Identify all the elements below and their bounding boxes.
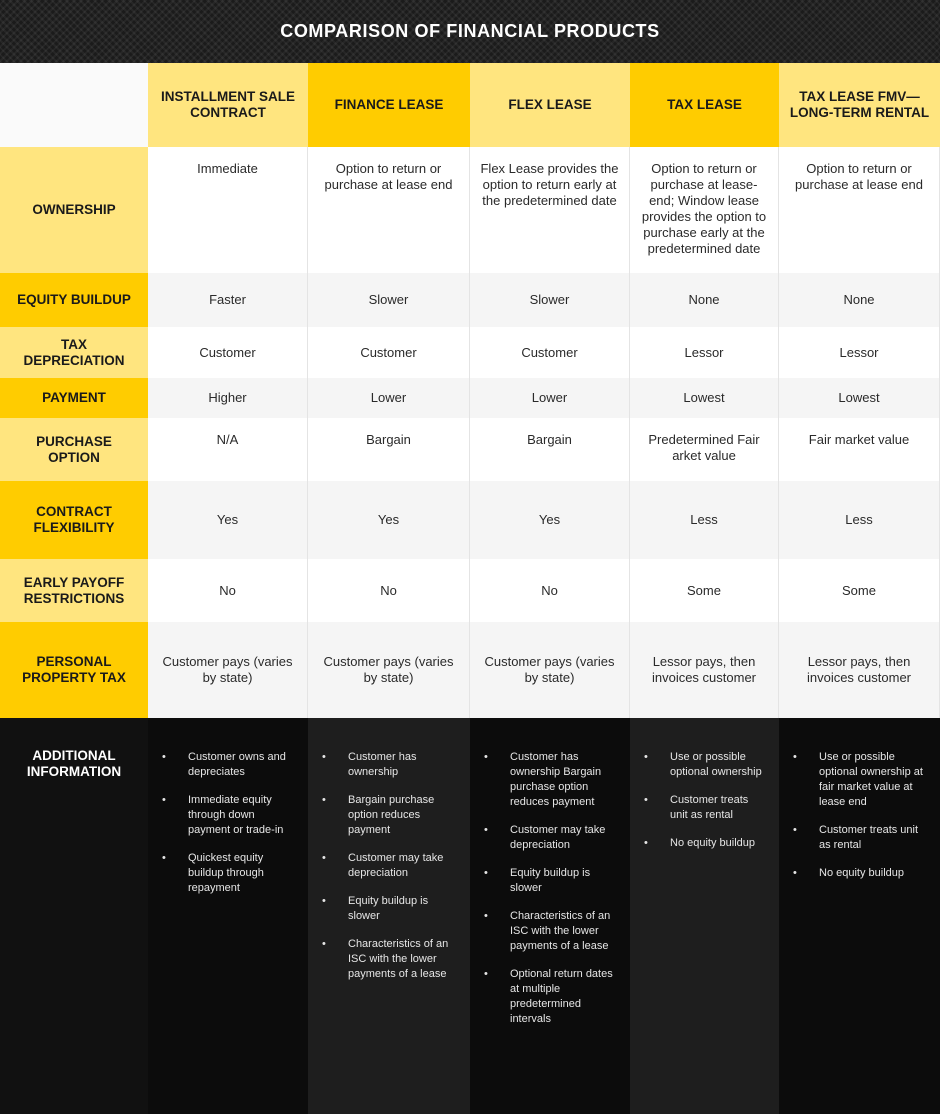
table-cell: Lowest	[630, 378, 779, 418]
page-title: COMPARISON OF FINANCIAL PRODUCTS	[280, 21, 660, 41]
table-cell: Flex Lease provides the option to return early at the predetermined date	[470, 147, 630, 273]
table-cell: Lower	[308, 378, 470, 418]
bullet-item: • Immediate equity through down payment or trade-in	[162, 793, 294, 838]
column-header: FINANCE LEASE	[308, 63, 470, 147]
table-cell: No	[308, 559, 470, 622]
table-cell: No	[470, 559, 630, 622]
bullet-item: • Characteristics of an ISC with the lower payments of a lease	[484, 909, 616, 954]
additional-info-column	[630, 718, 779, 1114]
table-cell: None	[779, 273, 940, 327]
additional-info-column	[470, 718, 630, 1114]
table-cell: Customer pays (varies by state)	[308, 622, 470, 718]
title-bar	[0, 0, 940, 63]
comparison-table	[0, 63, 940, 1114]
table-cell: Slower	[470, 273, 630, 327]
table-cell: No	[148, 559, 308, 622]
row-label: PURCHASE OPTION	[0, 418, 148, 481]
bullet-item: • Customer has ownership	[322, 750, 456, 780]
table-cell: Customer pays (varies by state)	[148, 622, 308, 718]
table-cell: Yes	[148, 481, 308, 559]
column-header: TAX LEASE FMV— LONG-TERM RENTAL	[779, 63, 940, 147]
table-cell: Less	[779, 481, 940, 559]
column-header: TAX LEASE	[630, 63, 779, 147]
table-cell: Faster	[148, 273, 308, 327]
bullet-item: • Optional return dates at multiple predetermined intervals	[484, 967, 616, 1027]
table-cell: Bargain	[470, 418, 630, 481]
bullet-item: • Equity buildup is slower	[322, 894, 456, 924]
row-label: PAYMENT	[0, 378, 148, 418]
bullet-item: • Customer has ownership Bargain purchase option reduces payment	[484, 750, 616, 810]
table-cell: Lower	[470, 378, 630, 418]
table-cell: Option to return or purchase at lease-end; Window lease provides the option to purchase early at the predetermined date	[630, 147, 779, 273]
bullet-list	[484, 750, 616, 1040]
table-cell: Bargain	[308, 418, 470, 481]
additional-info-column	[308, 718, 470, 1114]
bullet-list	[162, 750, 294, 909]
row-label: OWNERSHIP	[0, 147, 148, 273]
header-corner	[0, 63, 148, 147]
bullet-list	[793, 750, 926, 894]
row-label: CONTRACT FLEXIBILITY	[0, 481, 148, 559]
table-cell: Immediate	[148, 147, 308, 273]
row-label: TAX DEPRECIATION	[0, 327, 148, 378]
table-cell: Fair market value	[779, 418, 940, 481]
table-cell: Less	[630, 481, 779, 559]
table-cell: Slower	[308, 273, 470, 327]
table-cell: Yes	[308, 481, 470, 559]
bullet-item: • Customer owns and depreciates	[162, 750, 294, 780]
bullet-item: • Use or possible optional ownership at fair market value at lease end	[793, 750, 926, 810]
table-cell: Yes	[470, 481, 630, 559]
table-cell: Lessor	[779, 327, 940, 378]
table-cell: None	[630, 273, 779, 327]
bullet-item: • Customer may take depreciation	[484, 823, 616, 853]
row-label: EARLY PAYOFF RESTRICTIONS	[0, 559, 148, 622]
table-cell: Option to return or purchase at lease end	[779, 147, 940, 273]
bullet-item: • Characteristics of an ISC with the lower payments of a lease	[322, 937, 456, 982]
table-cell: Some	[630, 559, 779, 622]
bullet-item: • Customer may take depreciation	[322, 851, 456, 881]
additional-info-column	[779, 718, 940, 1114]
bullet-list	[322, 750, 456, 995]
bullet-item: • Use or possible optional ownership	[644, 750, 765, 780]
bullet-item: • No equity buildup	[793, 866, 926, 881]
column-header: FLEX LEASE	[470, 63, 630, 147]
bullet-item: • Bargain purchase option reduces payment	[322, 793, 456, 838]
table-cell: Customer	[308, 327, 470, 378]
table-cell: Lowest	[779, 378, 940, 418]
column-header: INSTALLMENT SALE CONTRACT	[148, 63, 308, 147]
table-cell: Customer pays (varies by state)	[470, 622, 630, 718]
additional-info-column	[148, 718, 308, 1114]
bullet-list	[644, 750, 765, 864]
bullet-item: • Customer treats unit as rental	[793, 823, 926, 853]
table-cell: Customer	[470, 327, 630, 378]
table-cell: N/A	[148, 418, 308, 481]
table-cell: Lessor pays, then invoices customer	[630, 622, 779, 718]
table-cell: Higher	[148, 378, 308, 418]
row-label: PERSONAL PROPERTY TAX	[0, 622, 148, 718]
bullet-item: • Quickest equity buildup through repayment	[162, 851, 294, 896]
table-cell: Lessor pays, then invoices customer	[779, 622, 940, 718]
bullet-item: • Equity buildup is slower	[484, 866, 616, 896]
table-cell: Option to return or purchase at lease end	[308, 147, 470, 273]
bullet-item: • Customer treats unit as rental	[644, 793, 765, 823]
additional-info-label: ADDITIONAL INFORMATION	[0, 718, 148, 1114]
row-label: EQUITY BUILDUP	[0, 273, 148, 327]
table-cell: Lessor	[630, 327, 779, 378]
bullet-item: • No equity buildup	[644, 836, 765, 851]
table-cell: Customer	[148, 327, 308, 378]
table-cell: Predetermined Fair arket value	[630, 418, 779, 481]
table-cell: Some	[779, 559, 940, 622]
